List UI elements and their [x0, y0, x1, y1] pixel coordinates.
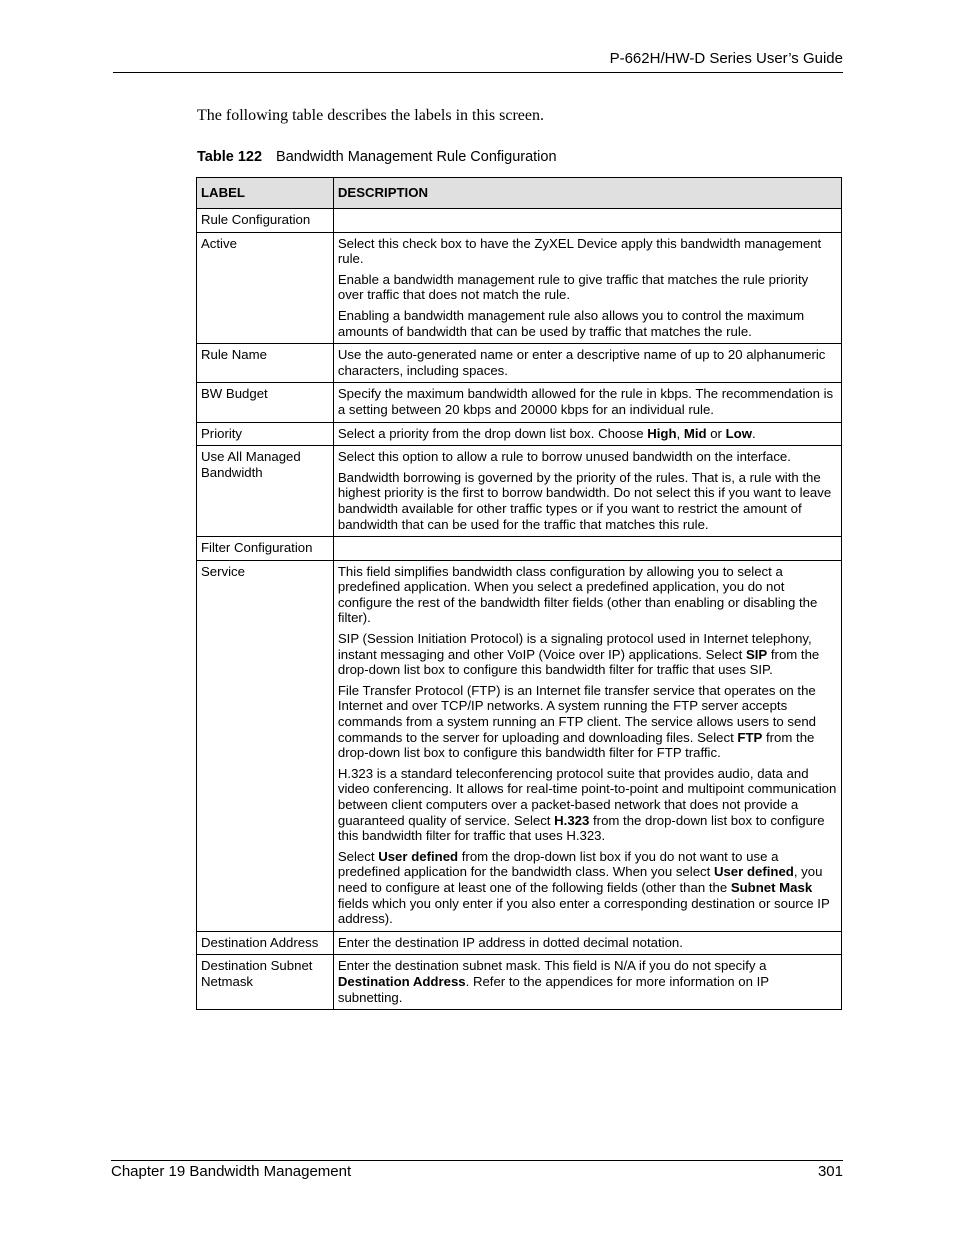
table-row	[197, 537, 842, 561]
text-run: fields which you only enter if you also enter a corresponding destination or source IP address).	[337, 895, 830, 927]
text-run: File Transfer Protocol (FTP) is an Internet file transfer service that operates on the Internet and over TCP/IP networks. A system running the FTP server accepts commands from a system running an FTP client. The service allows users to send commands to the server for uploading and downloading files. Select	[337, 682, 816, 745]
page-header	[113, 50, 843, 73]
text-run: Specify the maximum bandwidth allowed for the rule in kbps. The recommendation is a setting between 20 kbps and 20000 kbps for an individual rule.	[337, 386, 834, 417]
table-row	[197, 560, 842, 931]
table-caption	[197, 149, 557, 165]
header-description: DESCRIPTION	[333, 178, 841, 209]
table-title: Bandwidth Management Rule Configuration	[276, 149, 557, 165]
description-paragraph	[338, 236, 837, 267]
row-label: BW Budget	[197, 383, 334, 422]
guide-title: P-662H/HW-D Series User’s Guide	[609, 50, 843, 67]
table-row	[197, 232, 842, 344]
row-label: Filter Configuration	[197, 537, 334, 561]
table-header-row	[197, 178, 842, 209]
text-run: .	[752, 425, 756, 441]
chapter-title: Chapter 19 Bandwidth Management	[111, 1163, 352, 1180]
bold-term: Subnet Mask	[730, 879, 813, 895]
row-description	[333, 446, 841, 537]
table-body	[197, 209, 842, 1010]
row-label: Service	[197, 560, 334, 931]
text-run: SIP (Session Initiation Protocol) is a signaling protocol used in Internet telephony, instant messaging and other VoIP (Voice over IP) applications. Select	[337, 631, 812, 662]
row-description	[333, 537, 841, 561]
table-row	[197, 383, 842, 422]
text-run: or	[706, 425, 726, 441]
description-paragraph	[338, 272, 837, 303]
description-paragraph	[338, 449, 837, 465]
text-run: Select a priority from the drop down list box. Choose	[337, 425, 648, 441]
text-run: ,	[676, 425, 684, 441]
row-label: Rule Name	[197, 344, 334, 383]
description-paragraph	[338, 308, 837, 339]
bold-term: Low	[725, 425, 752, 441]
bold-term: H.323	[554, 812, 590, 828]
page-footer	[111, 1160, 843, 1180]
description-paragraph	[338, 935, 837, 951]
description-paragraph	[338, 849, 837, 927]
description-paragraph	[338, 347, 837, 378]
text-run: Use the auto-generated name or enter a descriptive name of up to 20 alphanumeric characters, including spaces.	[337, 347, 826, 378]
description-paragraph	[338, 470, 837, 532]
text-run: Enter the destination IP address in dotted decimal notation.	[337, 934, 683, 950]
table-row	[197, 209, 842, 233]
description-paragraph	[338, 766, 837, 844]
row-description	[333, 209, 841, 233]
table-number: Table 122	[197, 149, 263, 165]
header-label: LABEL	[197, 178, 334, 209]
text-run: H.323 is a standard teleconferencing protocol suite that provides audio, data and video conferencing. It allows for real-time point-to-point and multipoint communication between client computers over a packet-based network that does not provide a guaranteed quality of service. Select	[337, 765, 837, 828]
bold-term: User defined	[378, 848, 459, 864]
row-description	[333, 955, 841, 1010]
row-label: Destination Subnet Netmask	[197, 955, 334, 1010]
text-run: , you need to configure at least one of the following fields (other than the	[337, 864, 823, 895]
bold-term: High	[647, 425, 677, 441]
bold-term: User defined	[713, 864, 794, 880]
label-description-table	[196, 177, 842, 1010]
text-run: Enable a bandwidth management rule to give traffic that matches the rule priority over traffic that does not match the rule.	[337, 271, 809, 303]
text-run: Bandwidth borrowing is governed by the priority of the rules. That is, a rule with the highest priority is the first to borrow bandwidth. Do not select this if you want to leave bandwidth available for other traffic types or if you want to restrict the amount of bandwidth that can be used for the traffic that matches this rule.	[337, 469, 832, 532]
text-run: Select	[337, 848, 379, 864]
description-paragraph	[338, 958, 837, 1005]
text-run: from the drop-down list box to configure this bandwidth filter for traffic that uses SIP.	[337, 646, 820, 678]
row-label: Use All Managed Bandwidth	[197, 446, 334, 537]
row-description	[333, 560, 841, 931]
text-run: Select this option to allow a rule to borrow unused bandwidth on the interface.	[337, 449, 791, 465]
table-row	[197, 446, 842, 537]
row-label: Active	[197, 232, 334, 344]
bold-term: Mid	[683, 425, 707, 441]
text-run: Enter the destination subnet mask. This field is N/A if you do not specify a	[337, 958, 767, 974]
text-run: Enabling a bandwidth management rule also allows you to control the maximum amounts of bandwidth that can be used by traffic that matches the rule.	[337, 307, 805, 339]
text-run: . Refer to the appendices for more information on IP subnetting.	[337, 973, 769, 1005]
text-run: This field simplifies bandwidth class configuration by allowing you to select a predefined application. When you select a predefined application, you do not configure the rest of the bandwidth filter fields (other than enabling or disabling the filter).	[337, 563, 818, 626]
row-description	[333, 232, 841, 344]
description-paragraph	[338, 386, 837, 417]
bold-term: SIP	[745, 646, 768, 662]
row-description	[333, 344, 841, 383]
intro-text: The following table describes the labels in this screen.	[197, 107, 545, 124]
table-row	[197, 931, 842, 955]
row-label: Rule Configuration	[197, 209, 334, 233]
bold-term: FTP	[737, 729, 763, 745]
description-paragraph	[338, 564, 837, 626]
bold-term: Destination Address	[337, 973, 466, 989]
text-run: Select this check box to have the ZyXEL Device apply this bandwidth management rule.	[337, 235, 822, 267]
description-paragraph	[338, 426, 837, 442]
row-label: Priority	[197, 422, 334, 446]
description-paragraph	[338, 631, 837, 678]
table-row	[197, 422, 842, 446]
table-row	[197, 344, 842, 383]
row-label: Destination Address	[197, 931, 334, 955]
table-row	[197, 955, 842, 1010]
description-paragraph	[338, 683, 837, 761]
text-run: from the drop-down list box if you do not want to use a predefined application for the bandwidth class. When you select	[337, 848, 779, 880]
row-description	[333, 422, 841, 446]
text-run: from the drop-down list box to configure this bandwidth filter for traffic that uses H.323.	[337, 812, 825, 844]
row-description	[333, 931, 841, 955]
page-number: 301	[817, 1163, 843, 1180]
row-description	[333, 383, 841, 422]
text-run: from the drop-down list box to configure this bandwidth filter for FTP traffic.	[337, 729, 815, 761]
